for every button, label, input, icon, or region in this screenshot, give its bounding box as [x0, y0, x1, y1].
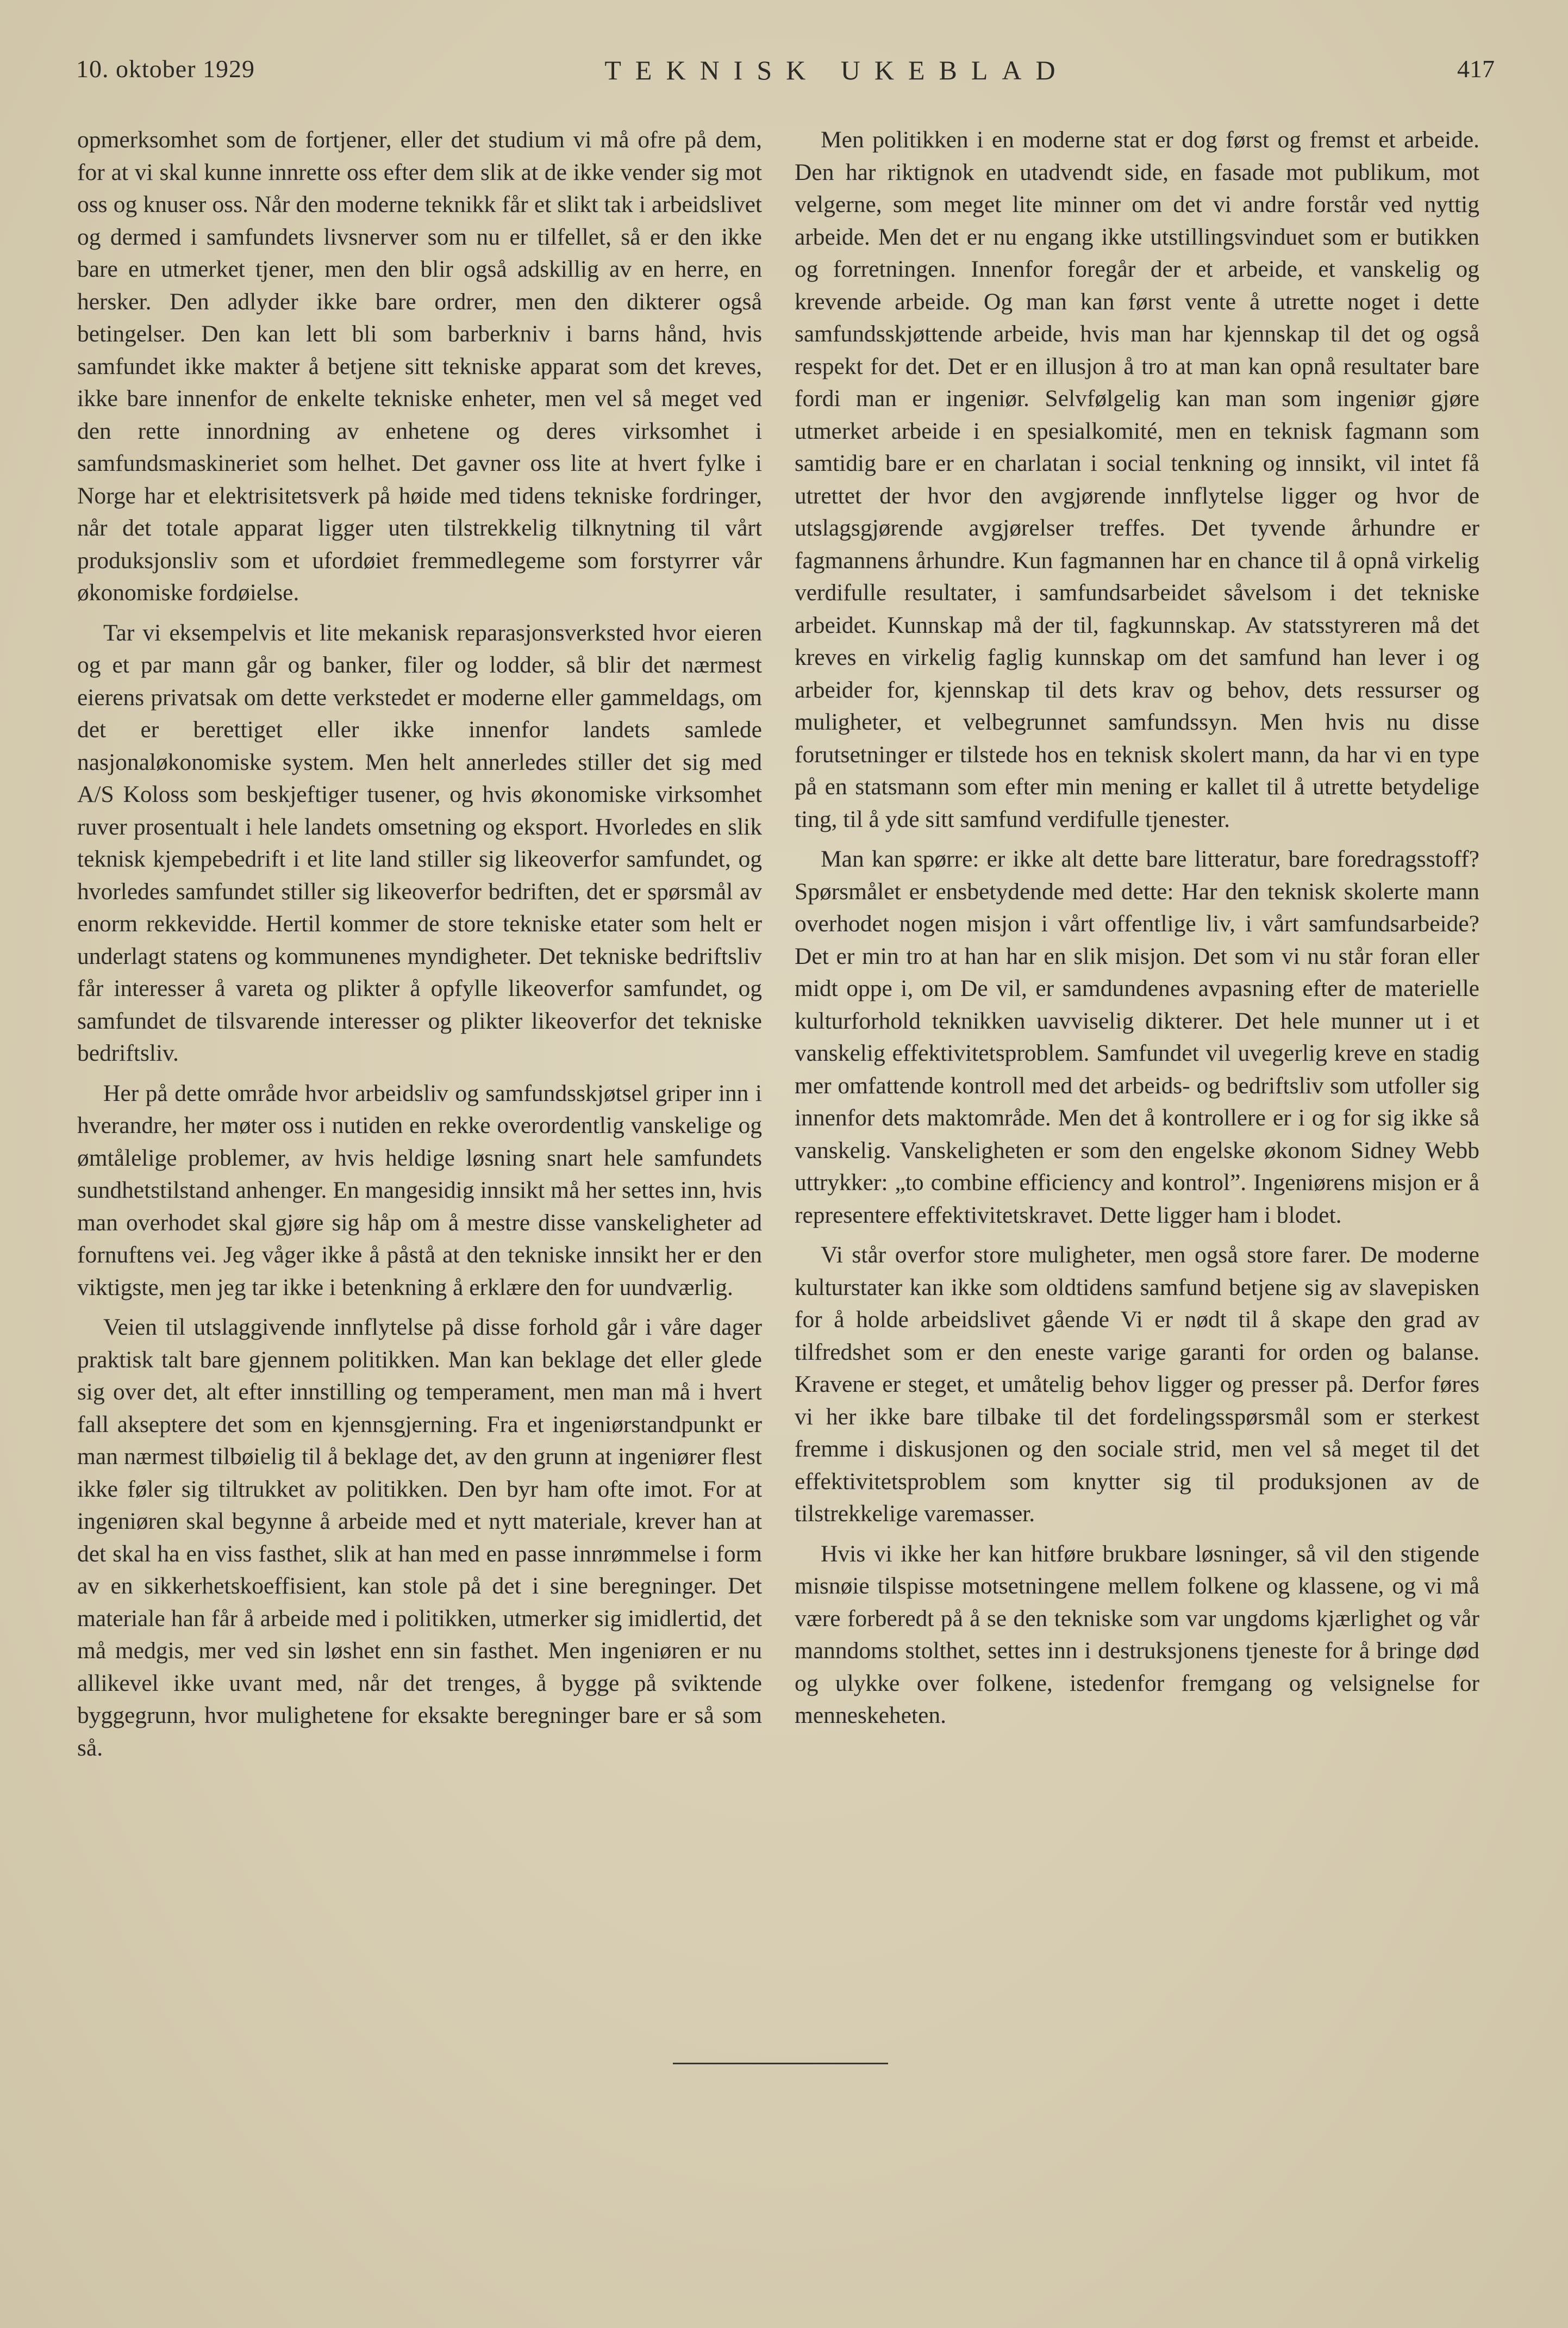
header-date: 10. oktober 1929: [76, 55, 255, 83]
journal-title: TEKNISK UKEBLAD: [604, 55, 1070, 85]
paragraph: opmerksomhet som de fortjener, eller det studium vi må ofre på dem, for at vi skal kunne innrette oss efter dem slik at de ikke vender sig mot oss og knuser oss. Når den moderne teknikk får et slikt tak i arbeidslivet og dermed i samfundets livsnerver som nu er tilfellet, så er den ikke bare en utmerket tjener, men den blir også adskillig av en herre, en hersker. Den adlyder ikke bare ordrer, men den dikterer også betingelser. Den kan lett bli som barberkniv i barns hånd, hvis samfundet ikke makter å betjene sitt tekniske apparat som det kreves, ikke bare innenfor de enkelte tekniske enheter, men vel så meget ved den rette innordning av enhetene og deres virksomhet i samfundsmaskineriet som helhet. Det gavner oss lite at hvert fylke i Norge har et elektrisitetsverk på høide med tidens tekniske fordringer, når det totale apparat ligger uten tilstrekkelig tilknytning til vårt produksjonsliv som et ufordøiet fremmedlegeme som forstyrrer vår økonomiske fordøielse.: [77, 127, 762, 606]
end-rule: [673, 2063, 888, 2064]
left-column: [77, 124, 762, 1772]
paragraph: Vi står overfor store muligheter, men også store farer. De moderne kulturstater kan ikke som oldtidens samfund betjene sig av slavepisken for å holde arbeidslivet gående Vi er nødt til å skape den grad av tilfredshet som er den eneste varige garanti for orden og balanse. Kravene er steget, et umåtelig behov ligger og presser på. Derfor føres vi her ikke bare tilbake til det fordelingsspørsmål som er sterkest fremme i diskusjonen og den sociale strid, men vel så meget til det effektivitetsproblem som knytter sig til produksjonen av de tilstrekkelige varemasser.: [795, 1242, 1479, 1527]
right-column: [795, 124, 1479, 1740]
paragraph: Tar vi eksempelvis et lite mekanisk reparasjonsverksted hvor eieren og et par mann går og banker, filer og lodder, så blir det nærmest eierens privatsak om dette verkstedet er moderne eller gammeldags, om det er berettiget eller ikke innenfor landets samlede nasjonaløkonomiske system. Men helt annerledes stiller det sig med A/S Koloss som beskjeftiger tusener, og hvis økonomiske virksomhet ruver prosentualt i hele landets omsetning og eksport. Hvorledes en slik teknisk kjempebedrift i et lite land stiller sig likeoverfor samfundet, og hvorledes samfundet stiller sig likeoverfor bedriften, det er spørsmål av enorm rekkevidde. Hertil kommer de store tekniske etater som helt er underlagt statens og kommunenes myndigheter. Det tekniske bedriftsliv får interesser å vareta og plikter å opfylle likeoverfor samfundet, og samfundet de tilsvarende interesser og plikter likeoverfor det tekniske bedriftsliv.: [77, 619, 762, 1066]
page-number: 417: [1457, 55, 1495, 83]
paragraph: Men politikken i en moderne stat er dog først og fremst et arbeide. Den har riktignok en utadvendt side, en fasade mot publikum, mot velgerne, som meget lite minner om det vi andre forstår ved nyttig arbeide. Men det er nu engang ikke utstillingsvinduet som er butikken og forretningen. Innenfor foregår der et arbeide, et vanskelig og krevende arbeide. Og man kan først vente å utrette noget i dette samfundsskjøttende arbeide, hvis man har kjennskap til det og også respekt for det. Det er en illusjon å tro at man kan opnå resultater bare fordi man er ingeniør. Selvfølgelig kan man som ingeniør gjøre utmerket arbeide i en spesialkomité, men en teknisk fagmann som samtidig bare er en charlatan i social tenkning og innsikt, vil intet få utrettet der hvor den avgjørende innflytelse ligger og hvor de utslagsgjørende avgjørelser treffes. Det tyvende århundre er fagmannens århundre. Kun fagmannen har en chance til å opnå virkelig verdifulle resultater, i samfundsarbeidet såvelsom i det tekniske arbeidet. Kunnskap må der til, fagkunnskap. Av statsstyreren må det kreves en virkelig faglig kunnskap om det samfund han lever i og arbeider for, kjennskap til dets krav og behov, dets ressurser og muligheter, et velbegrunnet samfundssyn. Men hvis nu disse forutsetninger er tilstede hos en teknisk skolert mann, da har vi en type på en statsmann som efter min mening er kallet til å utrette betydelige ting, til å yde sitt samfund verdifulle tjenester.: [795, 127, 1479, 832]
running-header: [76, 54, 1495, 92]
paragraph: Man kan spørre: er ikke alt dette bare litteratur, bare foredragsstoff? Spørsmålet er ensbetydende med dette: Har den teknisk skolerte mann overhodet nogen misjon i vårt offentlige liv, i vårt samfundsarbeide? Det er min tro at han har en slik misjon. Det som vi nu står foran eller midt oppe i, om De vil, er samdundenes avpasning efter de materielle kulturforhold teknikken uavviselig dikterer. Det hele munner ut i et vanskelig effektivitetsproblem. Samfundet vil uvegerlig kreve en stadig mer omfattende kontroll med det arbeids- og bedriftsliv som utfoller sig innenfor dets maktområde. Men det å kontrollere er i og for sig ikke så vanskelig. Vanskeligheten er som den engelske økonom Sidney Webb uttrykker: „to combine efficiency and kontrol”. Ingeniørens misjon er å representere effektivitetskravet. Dette ligger ham i blodet.: [795, 846, 1479, 1228]
paragraph: Her på dette område hvor arbeidsliv og samfundsskjøtsel griper inn i hverandre, her møter oss i nutiden en rekke overordentlig vanskelige og ømtålelige problemer, av hvis heldige løsning snart hele samfundets sundhetstilstand anhenger. En mangesidig innsikt må her settes inn, hvis man overhodet skal gjøre sig håp om å mestre disse vanskeligheter ad fornuftens vei. Jeg våger ikke å påstå at den tekniske innsikt her er den viktigste, men jeg tar ikke i betenkning å erklære den for uundværlig.: [77, 1080, 762, 1300]
paragraph: Veien til utslaggivende innflytelse på disse forhold går i våre dager praktisk talt bare gjennem politikken. Man kan beklage det eller glede sig over det, alt efter innstilling og temperament, men man må i hvert fall akseptere det som en kjennsgjerning. Fra et ingeniørstandpunkt er man nærmest tilbøielig til å beklage det, av den grunn at ingeniører flest ikke føler sig tiltrukket av politikken. Den byr ham ofte imot. For at ingeniøren skal begynne å arbeide med et nytt materiale, krever han at det skal ha en viss fasthet, slik at han med en passe innrømmelse i form av en sikkerhetskoeffisient, kan stole på det i sine beregninger. Det materiale han får å arbeide med i politikken, utmerker sig imidlertid, det må medgis, mer ved sin løshet enn sin fasthet. Men ingeniøren er nu allikevel ikke uvant med, når det trenges, å bygge på sviktende byggegrunn, hvor mulighetene for eksakte beregninger bare er så som så.: [77, 1314, 762, 1761]
paragraph: Hvis vi ikke her kan hitføre brukbare løsninger, så vil den stigende misnøie tilspisse motsetningene mellem folkene og klassene, og vi må være forberedt på å se den tekniske som var ungdoms kjærlighet og vår manndoms stolthet, settes inn i destruksjonens tjeneste for å bringe død og ulykke over folkene, istedenfor fremgang og velsignelse for menneskeheten.: [795, 1540, 1479, 1728]
